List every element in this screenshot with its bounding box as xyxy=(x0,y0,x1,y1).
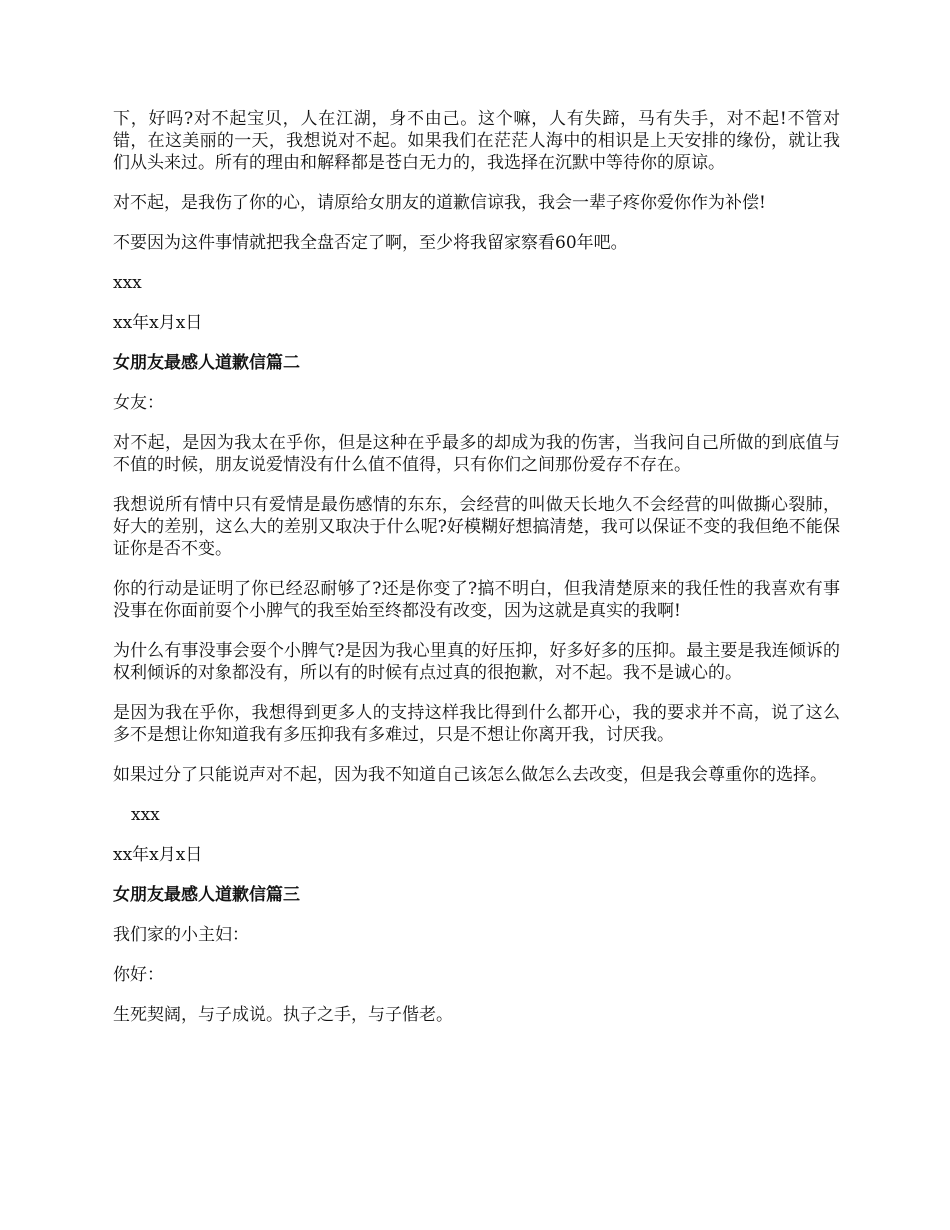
section-heading-3: 女朋友最感人道歉信篇三 xyxy=(113,885,300,905)
paragraph-1: 下，好吗?对不起宝贝，人在江湖，身不由己。这个嘛，人有失蹄，马有失手，对不起!不管对错，在这美丽的一天，我想说对不起。如果我们在茫茫人海中的相识是上天安排的缘份，就让我们从头来过。所有的理由和解释都是苍白无力的，我选择在沉默中等待你的原谅。 xyxy=(113,109,840,173)
paragraph-7: 为什么有事没事会耍个小脾气?是因为我心里真的好压抑，好多好多的压抑。最主要是我连倾诉的权利倾诉的对象都没有，所以有的时候有点过真的很抱歉，对不起。我不是诚心的。 xyxy=(113,641,840,683)
paragraph-3: 不要因为这件事情就把我全盘否定了啊，至少将我留家察看60年吧。 xyxy=(113,233,628,253)
paragraph-5: 我想说所有情中只有爱情是最伤感情的东东，会经营的叫做天长地久不会经营的叫做撕心裂肺，好大的差别，这么大的差别又取决于什么呢?好模糊好想搞清楚，我可以保证不变的我但绝不能保证你是否不变。 xyxy=(113,495,840,559)
greeting-3a: 我们家的小主妇： xyxy=(113,925,249,945)
signature-1: xxx xyxy=(113,273,142,293)
greeting-2: 女友： xyxy=(113,393,164,413)
section-heading-2: 女朋友最感人道歉信篇二 xyxy=(113,353,300,373)
paragraph-10: 生死契阔，与子成说。执子之手，与子偕老。 xyxy=(113,1005,453,1025)
paragraph-8: 是因为我在乎你，我想得到更多人的支持这样我比得到什么都开心，我的要求并不高，说了这么多不是想让你知道我有多压抑我有多难过，只是不想让你离开我，讨厌我。 xyxy=(113,703,840,745)
date-2: xx年x月x日 xyxy=(113,845,203,865)
paragraph-9: 如果过分了只能说声对不起，因为我不知道自己该怎么做怎么去改变，但是我会尊重你的选择。 xyxy=(113,765,827,785)
greeting-3b: 你好： xyxy=(113,965,164,985)
paragraph-2: 对不起，是我伤了你的心，请原给女朋友的道歉信谅我，我会一辈子疼你爱你作为补偿! xyxy=(113,193,766,213)
date-1: xx年x月x日 xyxy=(113,313,203,333)
signature-2: xxx xyxy=(131,805,160,825)
paragraph-6: 你的行动是证明了你已经忍耐够了?还是你变了?搞不明白，但我清楚原来的我任性的我喜欢有事没事在你面前耍个小脾气的我至始至终都没有改变，因为这就是真实的我啊! xyxy=(113,579,840,621)
paragraph-4: 对不起，是因为我太在乎你，但是这种在乎最多的却成为我的伤害，当我问自己所做的到底值与不值的时候，朋友说爱情没有什么值不值得，只有你们之间那份爱存不存在。 xyxy=(113,433,840,475)
document-page xyxy=(113,108,840,1044)
